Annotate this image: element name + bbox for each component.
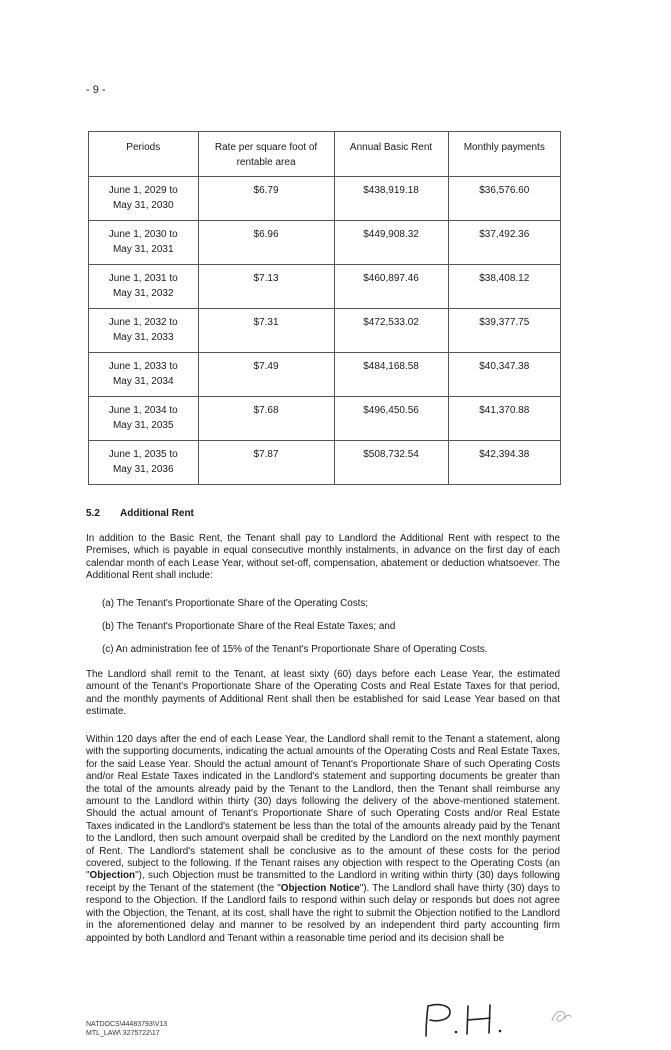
table-row (89, 441, 561, 485)
initials-signature (420, 1000, 510, 1040)
rate-cell: $7.31 (198, 309, 334, 353)
period-end: May 31, 2031 (112, 244, 174, 255)
table-row (89, 177, 561, 221)
rate-cell: $7.13 (198, 265, 334, 309)
header-monthly-payments: Monthly payments (448, 132, 560, 177)
period-start: June 1, 2032 to (108, 317, 178, 328)
period-cell (89, 441, 199, 485)
period-end: May 31, 2035 (112, 420, 174, 431)
period-end: May 31, 2033 (112, 332, 174, 343)
period-start: June 1, 2034 to (108, 405, 178, 416)
document-reference-line1: NATDOCS\44483793\V13 (86, 1021, 168, 1028)
rate-cell: $7.49 (198, 353, 334, 397)
monthly-cell: $39,377.75 (448, 309, 560, 353)
monthly-cell: $40,347.38 (448, 353, 560, 397)
monthly-cell: $38,408.12 (448, 265, 560, 309)
period-start: June 1, 2033 to (108, 361, 178, 372)
period-cell (89, 309, 199, 353)
period-start: June 1, 2035 to (108, 449, 178, 460)
period-cell (89, 177, 199, 221)
table-row (89, 221, 561, 265)
list-item-administration-fee: (c) An administration fee of 15% of the Tenant's Proportionate Share of Operating Costs. (102, 644, 488, 655)
table-row (89, 265, 561, 309)
annual-cell: $484,168.58 (334, 353, 448, 397)
defined-term-objection-notice: Objection Notice (280, 882, 360, 894)
table-row (89, 353, 561, 397)
annual-cell: $438,919.18 (334, 177, 448, 221)
rate-cell: $7.68 (198, 397, 334, 441)
period-start: June 1, 2029 to (108, 185, 178, 196)
period-cell (89, 353, 199, 397)
monthly-cell: $41,370.88 (448, 397, 560, 441)
defined-term-objection: Objection (89, 870, 136, 882)
statement-text-part3: "). The Landlord shall have thirty (30) days to respond to the Objection. If the Landlord fails to respond within such delay or responds but does not agree with the Objection, the Tenant, at its cost, shall have the right to submit the Objection notified to the Landlord in the aforementioned delay and manner to be resolved by an independent third party accounting firm appointed by both Landlord and Tenant within a reasonable time period and its decision shall be (86, 882, 560, 944)
header-annual-rent: Annual Basic Rent (334, 132, 448, 177)
list-item-operating-costs: (a) The Tenant's Proportionate Share of the Operating Costs; (102, 598, 369, 609)
period-end: May 31, 2032 (112, 288, 174, 299)
table-row (89, 309, 561, 353)
rent-schedule-table (88, 131, 561, 485)
annual-cell: $496,450.56 (334, 397, 448, 441)
header-periods: Periods (89, 132, 199, 177)
table-header-row (89, 132, 561, 177)
annual-cell: $449,908.32 (334, 221, 448, 265)
period-cell (89, 265, 199, 309)
period-start: June 1, 2031 to (108, 273, 178, 284)
table-row (89, 397, 561, 441)
annual-cell: $508,732.54 (334, 441, 448, 485)
annual-cell: $472,533.02 (334, 309, 448, 353)
period-cell (89, 221, 199, 265)
period-start: June 1, 2030 to (108, 229, 178, 240)
monthly-cell: $37,492.36 (448, 221, 560, 265)
handwritten-mark (548, 1005, 574, 1027)
document-reference (86, 1020, 167, 1038)
period-end: May 31, 2034 (112, 376, 174, 387)
paragraph-additional-rent-intro: In addition to the Basic Rent, the Tenant shall pay to Landlord the Additional Rent with respect to the Premises, which is payable in equal consecutive monthly instalments, in advance on the first day of each calendar month of each Lease Year, without set-off, compensation, abatement or deduction whatsoever. The Additional Rent shall include: (86, 533, 560, 582)
statement-text-part2: "), such Objection must be transmitted to the Landlord in writing within thirty (30) days following receipt by the Tenant of the statement (the " (86, 870, 560, 894)
rate-cell: $6.79 (198, 177, 334, 221)
annual-cell: $460,897.46 (334, 265, 448, 309)
statement-text-part1: Within 120 days after the end of each Lease Year, the Landlord shall remit to the Tenant a statement, along with the supporting documents, indicating the actual amounts of the Operating Costs and Real Estate Taxes, for the said Lease Year. Should the actual amount of Tenant's Proportionate Share of such Operating Costs and/or Real Estate Taxes indicated in the Landlord's statement and supporting documents be greater than the total of the amounts already paid by the Tenant to the Landlord, then the Tenant shall reimburse any amount to the Landlord within thirty (30) days following the delivery of the above-mentioned statement. Should the actual amount of Tenant's Proportionate Share of such Operating Costs and/or Real Estate Taxes indicated in the Landlord's statement be less than the total of the amounts already paid by the Tenant to the Landlord, then such amount overpaid shall be credited by the Landlord on the next monthly payment of Rent. The Landlord's statement shall be conclusive as to the amount of these costs for the period covered, subject to the following. If the Tenant raises any objection with respect to the Operating Costs (an " (86, 734, 560, 882)
section-title: Additional Rent (120, 508, 194, 519)
period-end: May 31, 2036 (112, 464, 174, 475)
monthly-cell: $42,394.38 (448, 441, 560, 485)
rate-cell: $6.96 (198, 221, 334, 265)
paragraph-annual-statement (86, 734, 560, 945)
section-heading (86, 508, 194, 519)
paragraph-estimate: The Landlord shall remit to the Tenant, at least sixty (60) days before each Lease Year, the estimated amount of the Tenant's Proportionate Share of the Operating Costs and Real Estate Taxes for that period, and the monthly payments of Additional Rent shall then be established for said Lease Year based on that estimate. (86, 669, 560, 718)
document-reference-line2: MTL_LAW\ 3275722\17 (86, 1030, 160, 1037)
section-number: 5.2 (86, 508, 100, 519)
rate-cell: $7.87 (198, 441, 334, 485)
period-cell (89, 397, 199, 441)
list-item-real-estate-taxes: (b) The Tenant's Proportionate Share of the Real Estate Taxes; and (102, 621, 396, 632)
period-end: May 31, 2030 (112, 200, 174, 211)
header-rate: Rate per square foot of rentable area (198, 132, 334, 177)
page-number: - 9 - (86, 84, 106, 96)
monthly-cell: $36,576.60 (448, 177, 560, 221)
